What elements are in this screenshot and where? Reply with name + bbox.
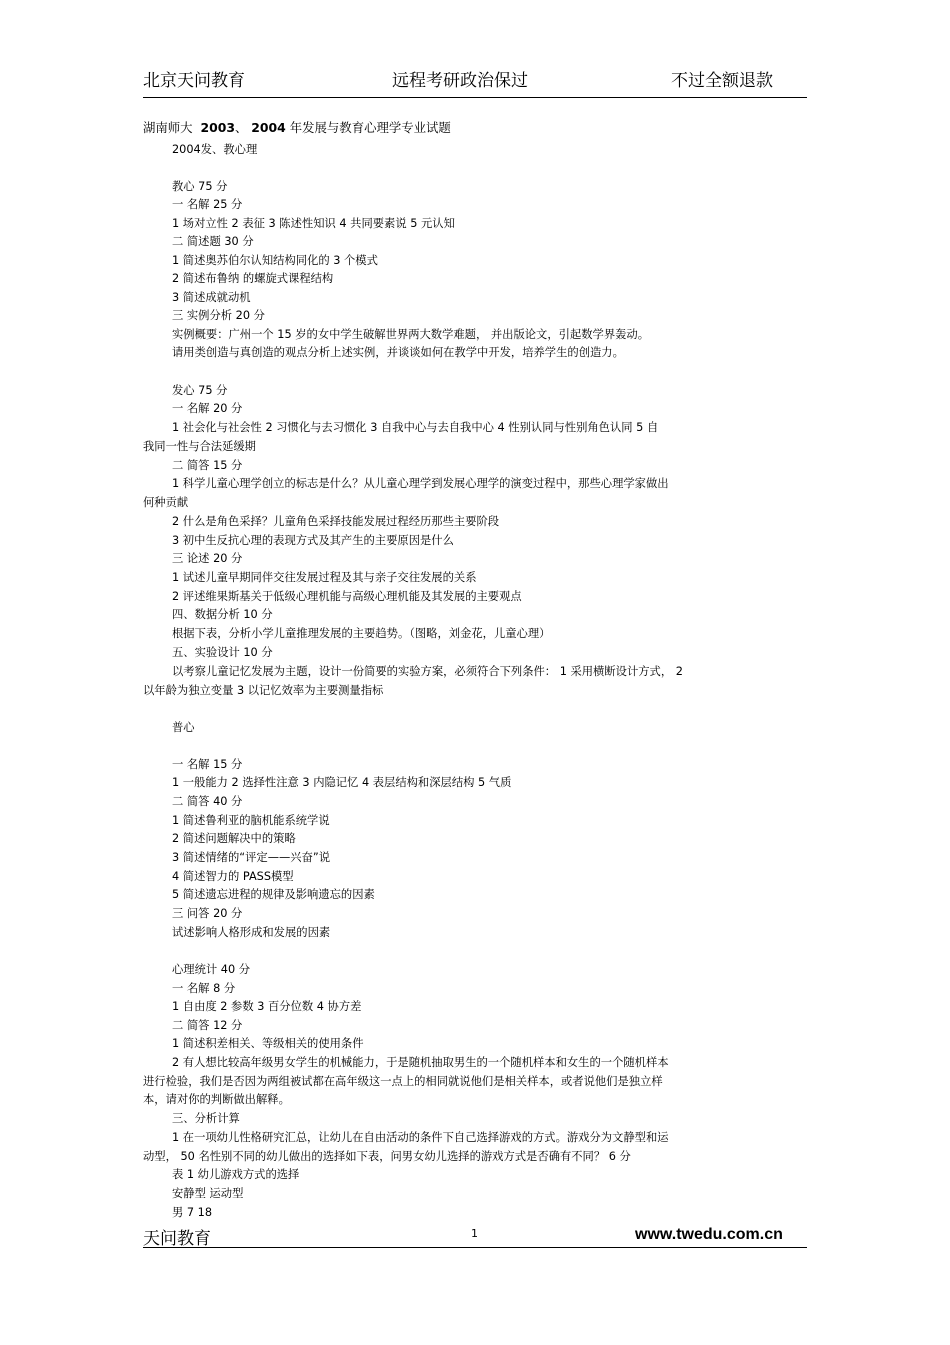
document-title [143, 121, 451, 135]
question-heading: 一 名解 8 分 [172, 982, 236, 995]
question-heading: 二 简答 15 分 [172, 459, 243, 472]
question-heading: 一 名解 20 分 [172, 402, 243, 415]
section-heading: 发心 75 分 [172, 384, 228, 397]
question-line: 请用类创造与真创造的观点分析上述实例，并谈谈如何在教学中开发，培养学生的创造力。 [172, 346, 624, 359]
question-heading: 一 名解 25 分 [172, 198, 243, 211]
title-separator: 、 [234, 120, 248, 135]
question-line: 4 简述智力的 PASS模型 [172, 870, 294, 883]
question-line: 1 一般能力 2 选择性注意 3 内隐记忆 4 表层结构和深层结构 5 气质 [172, 776, 512, 789]
question-line: 实例概要：广州一个 15 岁的女中学生破解世界两大数学难题， 并出版论文，引起数学界轰动。 [172, 328, 650, 341]
question-line-continued: 动型， 50 名性别不同的幼儿做出的选择如下表，问男女幼儿选择的游戏方式是否确有不同？ 6 分 [143, 1150, 631, 1163]
question-line: 根据下表，分析小学儿童推理发展的主要趋势。（图略，刘金花，儿童心理） [172, 627, 551, 640]
footer-divider [143, 1247, 807, 1248]
question-line-continued: 我同一性与合法延缓期 [143, 440, 256, 453]
question-heading: 三、分析计算 [172, 1112, 240, 1125]
header-right-slogan: 不过全额退款 [671, 71, 773, 91]
question-heading: 二 简答 12 分 [172, 1019, 243, 1032]
question-line: 2 什么是角色采择？儿童角色采择技能发展过程经历那些主要阶段 [172, 515, 500, 528]
section-heading: 普心 [172, 721, 195, 734]
page-number: 1 [471, 1227, 478, 1240]
question-line: 1 简述鲁利亚的脑机能系统学说 [172, 814, 330, 827]
question-line: 1 简述积差相关、等级相关的使用条件 [172, 1037, 364, 1050]
question-line: 1 社会化与社会性 2 习惯化与去习惯化 3 自我中心与去自我中心 4 性别认同与性别角色认同 5 自 [172, 421, 659, 434]
header-left-brand: 北京天问教育 [143, 71, 245, 91]
question-heading: 三 论述 20 分 [172, 552, 243, 565]
question-line: 2 评述维果斯基关于低级心理机能与高级心理机能及其发展的主要观点 [172, 590, 522, 603]
question-heading: 二 简述题 30 分 [172, 235, 254, 248]
question-line: 2 有人想比较高年级男女学生的机械能力，于是随机抽取男生的一个随机样本和女生的一个随机样本 [172, 1056, 669, 1069]
question-heading: 五、实验设计 10 分 [172, 646, 273, 659]
question-line: 3 初中生反抗心理的表现方式及其产生的主要原因是什么 [172, 534, 454, 547]
title-suffix: 年发展与教育心理学专业试题 [289, 120, 451, 135]
question-line: 1 自由度 2 参数 3 百分位数 4 协方差 [172, 1000, 362, 1013]
footer-brand: 天问教育 [143, 1229, 211, 1249]
question-line-continued: 以年龄为独立变量 3 以记忆效率为主要测量指标 [143, 684, 384, 697]
question-line: 1 在一项幼儿性格研究汇总，让幼儿在自由活动的条件下自己选择游戏的方式。游戏分为文静型和运 [172, 1131, 669, 1144]
question-line: 1 科学儿童心理学创立的标志是什么？从儿童心理学到发展心理学的演变过程中，那些心理学家做出 [172, 477, 669, 490]
question-heading: 二 简答 40 分 [172, 795, 243, 808]
header-divider [143, 97, 807, 98]
section-heading: 教心 75 分 [172, 180, 228, 193]
section-heading: 心理统计 40 分 [172, 963, 251, 976]
header-center-slogan: 远程考研政治保过 [392, 71, 528, 91]
question-line: 3 简述成就动机 [172, 291, 251, 304]
subject-line: 2004发、教心理 [172, 143, 258, 156]
question-line: 1 场对立性 2 表征 3 陈述性知识 4 共同要素说 5 元认知 [172, 217, 455, 230]
question-line: 2 简述布鲁纳 的螺旋式课程结构 [172, 272, 334, 285]
question-heading: 三 实例分析 20 分 [172, 309, 265, 322]
question-heading: 三 问答 20 分 [172, 907, 243, 920]
question-line-continued: 何种贡献 [143, 496, 189, 509]
table-row: 男 7 18 [172, 1206, 213, 1219]
table-header-row: 安静型 运动型 [172, 1187, 244, 1200]
question-line: 试述影响人格形成和发展的因素 [172, 926, 331, 939]
question-heading: 四、数据分析 10 分 [172, 608, 273, 621]
question-line-continued: 进行检验，我们是否因为两组被试都在高年级这一点上的相同就说他们是相关样本，或者说他们是独立样 [143, 1075, 663, 1088]
question-heading: 一 名解 15 分 [172, 758, 243, 771]
title-year-2004: 2004 [251, 120, 286, 135]
table-caption: 表 1 幼儿游戏方式的选择 [172, 1168, 300, 1181]
question-line: 1 简述奥苏伯尔认知结构同化的 3 个模式 [172, 254, 378, 267]
question-line: 2 简述问题解决中的策略 [172, 832, 296, 845]
question-line: 以考察儿童记忆发展为主题，设计一份简要的实验方案，必须符合下列条件： 1 采用横断设计方式， 2 [172, 665, 683, 678]
question-line: 3 简述情绪的“评定——兴奋”说 [172, 851, 331, 864]
question-line: 1 试述儿童早期同伴交往发展过程及其与亲子交往发展的关系 [172, 571, 477, 584]
question-line-continued: 本，请对你的判断做出解释。 [143, 1093, 290, 1106]
question-line: 5 简述遗忘进程的规律及影响遗忘的因素 [172, 888, 375, 901]
title-year-2003: 2003 [200, 120, 235, 135]
footer-website-link[interactable]: www.twedu.com.cn [635, 1226, 783, 1243]
title-prefix: 湖南师大 [143, 120, 193, 135]
